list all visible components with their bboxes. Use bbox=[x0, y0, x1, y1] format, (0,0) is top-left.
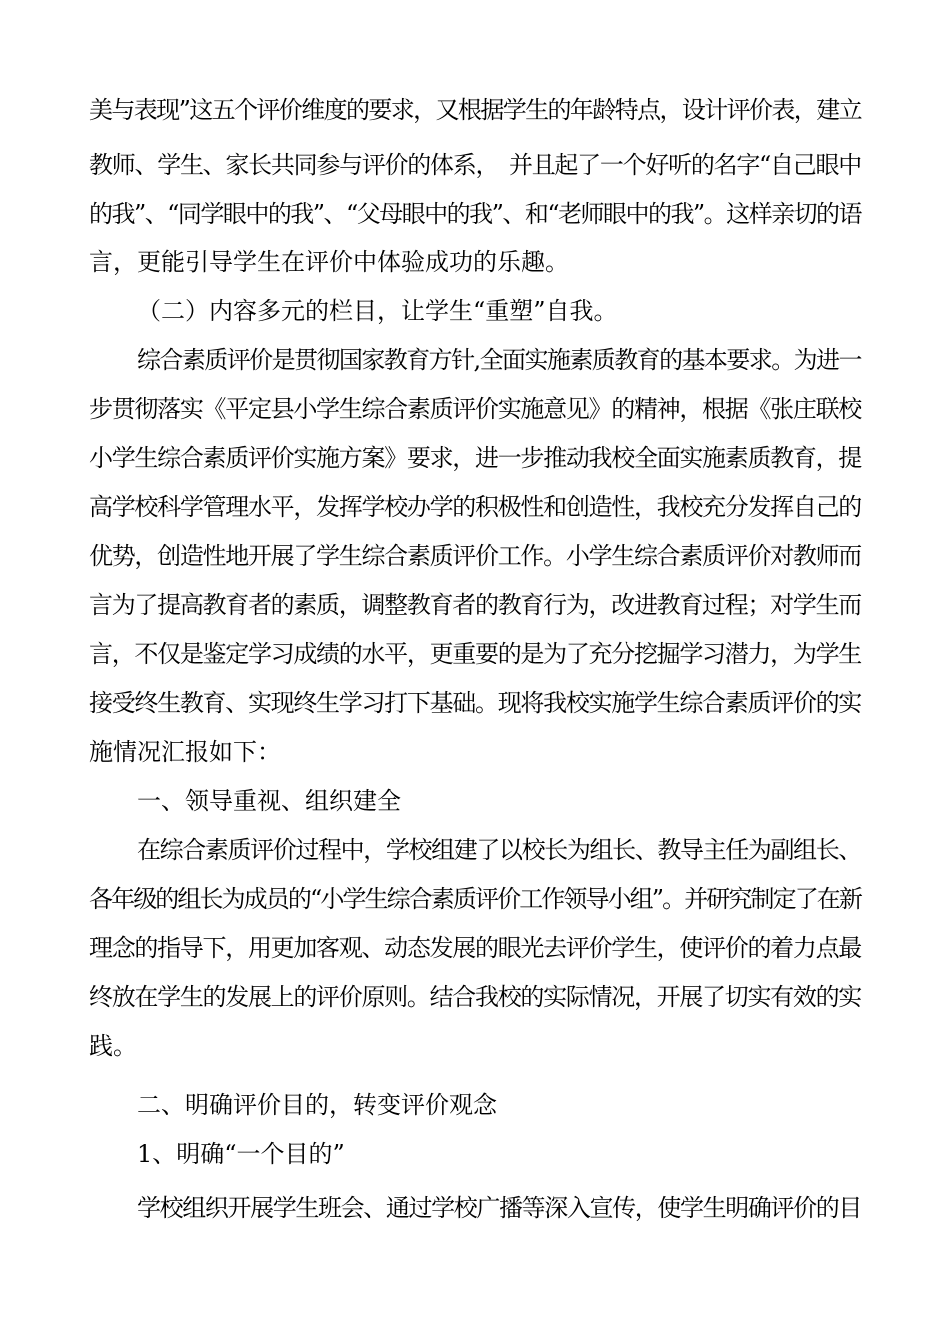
paragraph-first-line bbox=[0, 340, 950, 380]
section-heading bbox=[0, 781, 950, 821]
text-line bbox=[0, 145, 950, 185]
text-line bbox=[0, 879, 950, 919]
text-line bbox=[0, 1026, 950, 1066]
section-heading bbox=[0, 1085, 950, 1125]
line-text: 在综合素质评价过程中，学校组建了以校长为组长、教导主任为副组长、 bbox=[137, 836, 861, 864]
line-text: 接受终生教育、实现终生学习打下基础。现将我校实施学生综合素质评价的实 bbox=[89, 689, 862, 717]
line-text: 的我”、“同学眼中的我”、“父母眼中的我”、和“老师眼中的我”。这样亲切的语 bbox=[89, 200, 862, 228]
text-line bbox=[0, 977, 950, 1017]
line-text: 高学校科学管理水平，发挥学校办学的积极性和创造性，我校充分发挥自己的 bbox=[89, 493, 862, 521]
text-line bbox=[0, 389, 950, 429]
line-text: 小学生综合素质评价实施方案》要求，进一步推动我校全面实施素质教育，提 bbox=[89, 444, 862, 472]
text-line bbox=[0, 928, 950, 968]
line-text: 美与表现”这五个评价维度的要求，又根据学生的年龄特点，设计评价表，建立 bbox=[89, 96, 861, 124]
line-text: 施情况汇报如下： bbox=[89, 738, 281, 766]
text-line bbox=[0, 683, 950, 723]
text-line bbox=[0, 90, 950, 130]
text-line bbox=[0, 242, 950, 282]
heading-text: 二、明确评价目的，转变评价观念 bbox=[137, 1091, 497, 1119]
text-line bbox=[0, 194, 950, 234]
section-heading bbox=[0, 291, 950, 331]
line-text: 学校组织开展学生班会、通过学校广播等深入宣传，使学生明确评价的目 bbox=[137, 1194, 861, 1222]
heading-text: 1、明确“一个目的” bbox=[137, 1140, 345, 1168]
line-text: 言，不仅是鉴定学习成绩的水平，更重要的是为了充分挖掘学习潜力，为学生 bbox=[89, 640, 862, 668]
text-line bbox=[0, 536, 950, 576]
line-text: 言为了提高教育者的素质，调整教育者的教育行为，改进教育过程；对学生而 bbox=[89, 591, 862, 619]
heading-text: （二）内容多元的栏目，让学生“重塑”自我。 bbox=[137, 297, 618, 325]
line-text: 各年级的组长为成员的“小学生综合素质评价工作领导小组”。并研究制定了在新 bbox=[89, 885, 861, 913]
text-line bbox=[0, 438, 950, 478]
sub-heading bbox=[0, 1134, 950, 1174]
line-text: 步贯彻落实《平定县小学生综合素质评价实施意见》的精神，根据《张庄联校 bbox=[89, 395, 862, 423]
paragraph-first-line bbox=[0, 1188, 950, 1228]
line-text: 综合素质评价是贯彻国家教育方针,全面实施素质教育的基本要求。为进一 bbox=[137, 346, 861, 374]
line-text: 终放在学生的发展上的评价原则。结合我校的实际情况，开展了切实有效的实 bbox=[89, 983, 862, 1011]
line-text: 教师、学生、家长共同参与评价的体系， 并且起了一个好听的名字“自己眼中 bbox=[89, 151, 861, 179]
text-line bbox=[0, 732, 950, 772]
line-text: 言，更能引导学生在评价中体验成功的乐趣。 bbox=[89, 248, 569, 276]
line-text: 理念的指导下，用更加客观、动态发展的眼光去评价学生，使评价的着力点最 bbox=[89, 934, 862, 962]
line-text: 优势，创造性地开展了学生综合素质评价工作。小学生综合素质评价对教师而 bbox=[89, 542, 862, 570]
text-line bbox=[0, 487, 950, 527]
paragraph-first-line bbox=[0, 830, 950, 870]
heading-text: 一、领导重视、组织建全 bbox=[137, 787, 401, 815]
text-line bbox=[0, 634, 950, 674]
line-text: 践。 bbox=[89, 1032, 137, 1060]
text-line bbox=[0, 585, 950, 625]
